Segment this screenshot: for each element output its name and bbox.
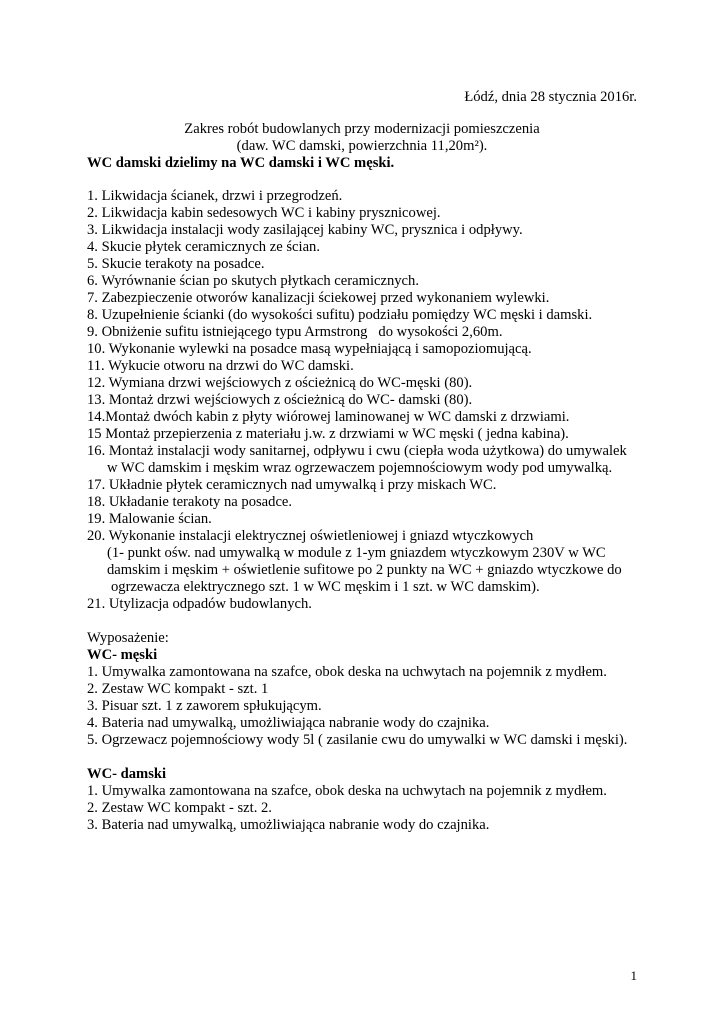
work-item: 9. Obniżenie sufitu istniejącego typu Armstrong do wysokości 2,60m. [87, 324, 503, 340]
work-item: 16. Montaż instalacji wody sanitarnej, odpływu i cwu (ciepła woda użytkowa) do umywalek [87, 443, 627, 459]
work-item: 21. Utylizacja odpadów budowlanych. [87, 596, 312, 612]
men-section-heading: WC- męski [87, 647, 158, 663]
women-item: 1. Umywalka zamontowana na szafce, obok deska na uchwytach na pojemnik z mydłem. [87, 783, 607, 799]
work-item: 4. Skucie płytek ceramicznych ze ścian. [87, 239, 320, 255]
women-item: 2. Zestaw WC kompakt - szt. 2. [87, 800, 272, 816]
men-item: 5. Ogrzewacz pojemnościowy wody 5l ( zasilanie cwu do umywalki w WC damski i męski). [87, 732, 628, 748]
work-item: 6. Wyrównanie ścian po skutych płytkach ceramicznych. [87, 273, 419, 289]
work-item-continuation: (1- punkt ośw. nad umywalką w module z 1-ym gniazdem wtyczkowym 230V w WC [107, 545, 606, 561]
work-item: 15 Montaż przepierzenia z materiału j.w. z drzwiami w WC męski ( jedna kabina). [87, 426, 569, 442]
work-item-continuation: w WC damskim i męskim wraz ogrzewaczem pojemnościowym wody pod umywalką. [107, 460, 613, 476]
men-item: 1. Umywalka zamontowana na szafce, obok deska na uchwytach na pojemnik z mydłem. [87, 664, 607, 680]
work-item-continuation: ogrzewacza elektrycznego szt. 1 w WC męskim i 1 szt. w WC damskim). [111, 579, 540, 595]
title-line-2: (daw. WC damski, powierzchnia 11,20m²). [236, 138, 488, 154]
work-item: 8. Uzupełnienie ścianki (do wysokości sufitu) podziału pomiędzy WC męski i damski. [87, 307, 593, 323]
work-item: 10. Wykonanie wylewki na posadce masą wypełniającą i samopoziomującą. [87, 341, 532, 357]
men-item: 4. Bateria nad umywalką, umożliwiająca nabranie wody do czajnika. [87, 715, 490, 731]
subtitle: WC damski dzielimy na WC damski i WC męski. [87, 155, 395, 171]
work-item: 20. Wykonanie instalacji elektrycznej oświetleniowej i gniazd wtyczkowych [87, 528, 534, 544]
work-item: 13. Montaż drzwi wejściowych z ościeżnicą do WC- damski (80). [87, 392, 473, 408]
work-item: 1. Likwidacja ścianek, drzwi i przegrodzeń. [87, 188, 343, 204]
work-item: 14.Montaż dwóch kabin z płyty wiórowej laminowanej w WC damski z drzwiami. [87, 409, 570, 425]
work-item: 18. Układanie terakoty na posadce. [87, 494, 293, 510]
work-item: 17. Układnie płytek ceramicznych nad umywalką i przy miskach WC. [87, 477, 497, 493]
work-item: 7. Zabezpieczenie otworów kanalizacji ściekowej przed wykonaniem wylewki. [87, 290, 550, 306]
work-item: 3. Likwidacja instalacji wody zasilającej kabiny WC, prysznica i odpływy. [87, 222, 523, 238]
men-item: 2. Zestaw WC kompakt - szt. 1 [87, 681, 269, 697]
women-item: 3. Bateria nad umywalką, umożliwiająca nabranie wody do czajnika. [87, 817, 490, 833]
title-line-1: Zakres robót budowlanych przy modernizacji pomieszczenia [184, 121, 540, 137]
work-item: 5. Skucie terakoty na posadce. [87, 256, 265, 272]
work-item-continuation: damskim i męskim + oświetlenie sufitowe po 2 punkty na WC + gniazdo wtyczkowe do [107, 562, 622, 578]
work-item: 2. Likwidacja kabin sedesowych WC i kabiny prysznicowej. [87, 205, 441, 221]
work-item: 19. Malowanie ścian. [87, 511, 212, 527]
date-line: Łódź, dnia 28 stycznia 2016r. [464, 89, 637, 105]
men-item: 3. Pisuar szt. 1 z zaworem spłukującym. [87, 698, 322, 714]
work-item: 12. Wymiana drzwi wejściowych z ościeżnicą do WC-męski (80). [87, 375, 473, 391]
equipment-label: Wyposażenie: [87, 630, 169, 646]
page-number: 1 [630, 968, 637, 983]
work-item: 11. Wykucie otworu na drzwi do WC damski. [87, 358, 354, 374]
women-section-heading: WC- damski [87, 766, 167, 782]
